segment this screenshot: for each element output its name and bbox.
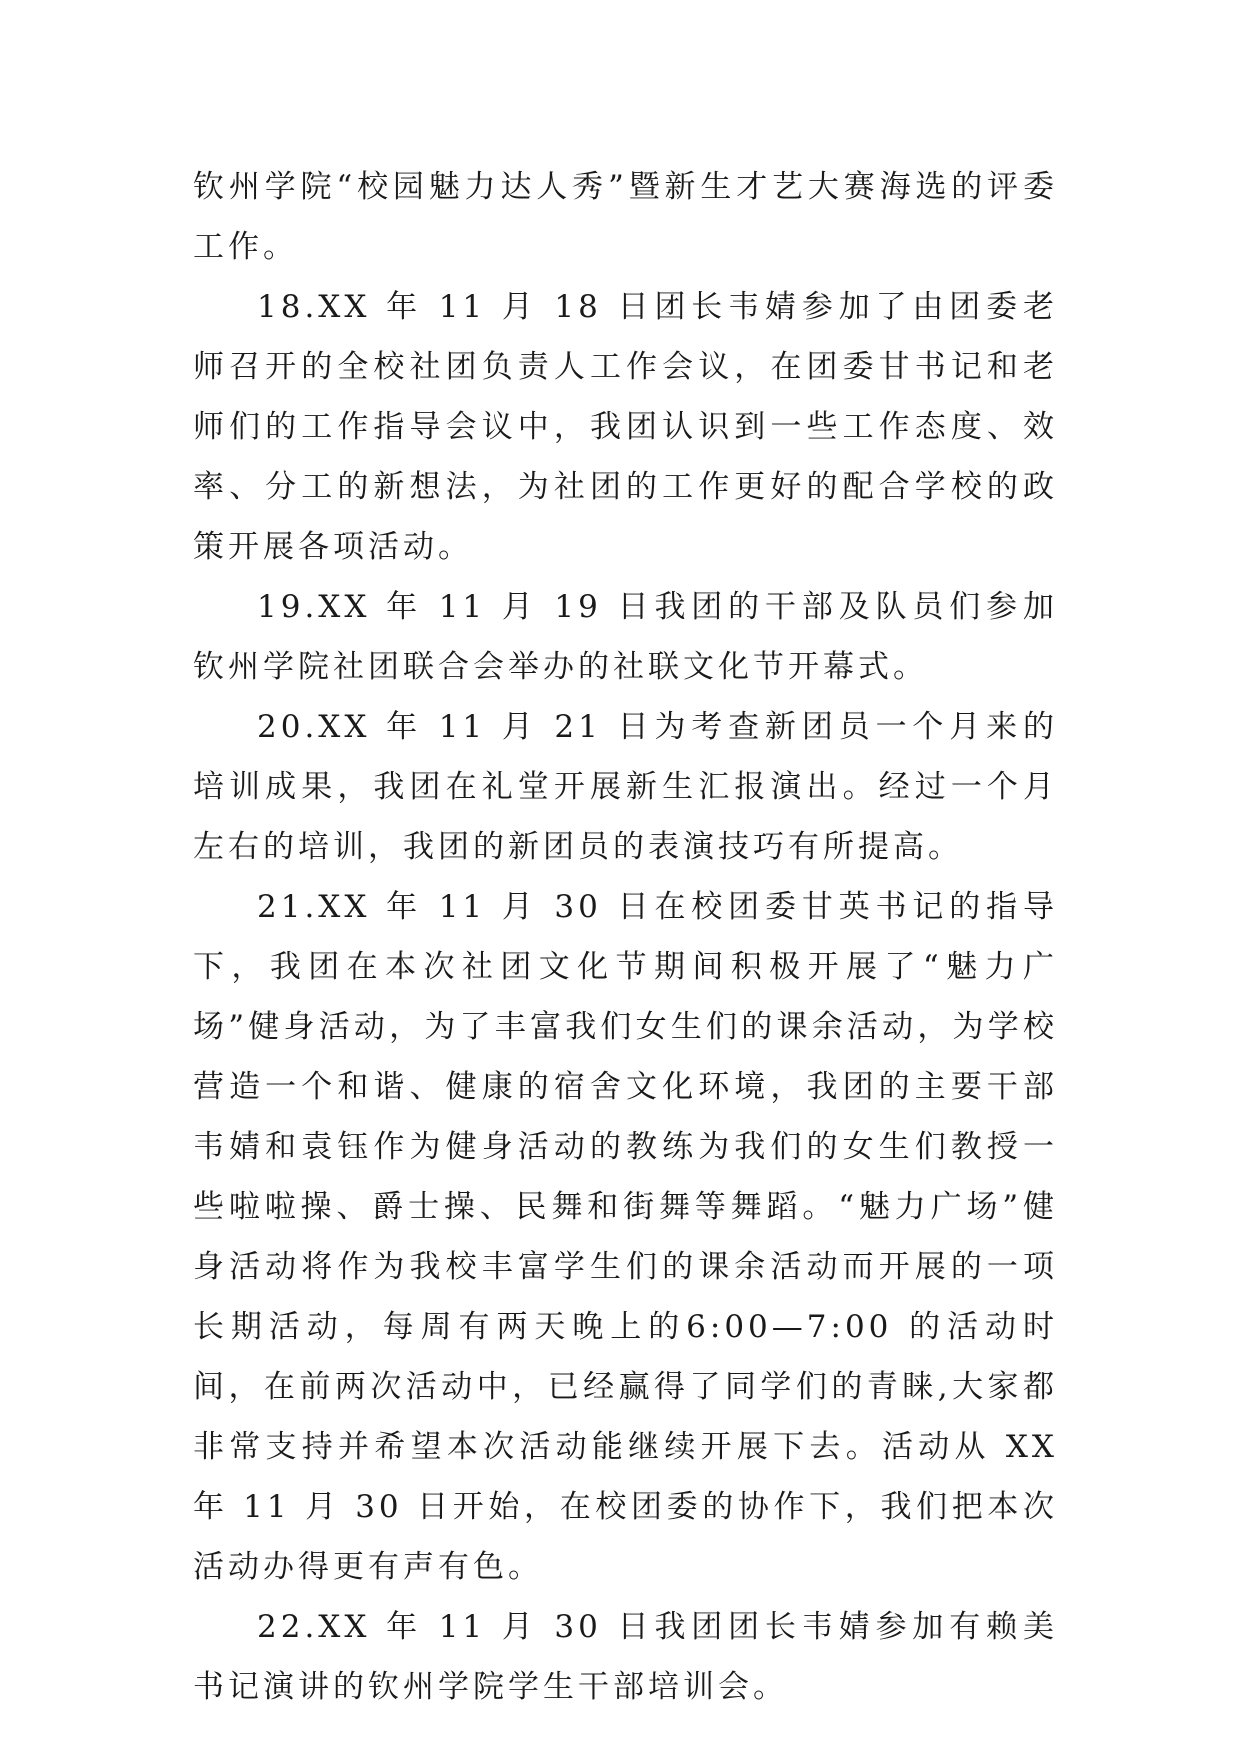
paragraph-item-21: 21.XX 年 11 月 30 日在校团委甘英书记的指导下，我团在本次社团文化节期间积极开展了“魅力广场”健身活动，为了丰富我们女生们的课余活动，为学校营造一个和谐、健康的宿舍文化环境，我团的主要干部韦婧和袁钰作为健身活动的教练为我们的女生们教授一些啦啦操、爵士操、民舞和街舞等舞蹈。“魅力广场”健身活动将作为我校丰富学生们的课余活动而开展的一项长期活动，每周有两天晚上的6:00—7:00 的活动时间，在前两次活动中，已经赢得了同学们的青睐,大家都非常支持并希望本次活动能继续开展下去。活动从 XX 年 11 月 30 日开始，在校团委的协作下，我们把本次活动办得更有声有色。 <box>193 889 1058 1585</box>
paragraph-continuation: 钦州学院“校园魅力达人秀”暨新生才艺大赛海选的评委工作。 <box>193 169 1058 265</box>
paragraph-item-20: 20.XX 年 11 月 21 日为考查新团员一个月来的培训成果，我团在礼堂开展新生汇报演出。经过一个月左右的培训，我团的新团员的表演技巧有所提高。 <box>193 709 1058 865</box>
paragraph-item-18: 18.XX 年 11 月 18 日团长韦婧参加了由团委老师召开的全校社团负责人工作会议，在团委甘书记和老师们的工作指导会议中，我团认识到一些工作态度、效率、分工的新想法，为社团的工作更好的配合学校的政策开展各项活动。 <box>193 289 1058 565</box>
paragraph-item-19: 19.XX 年 11 月 19 日我团的干部及队员们参加钦州学院社团联合会举办的社联文化节开幕式。 <box>193 589 1058 685</box>
document-body <box>193 157 1058 1717</box>
paragraph-item-22: 22.XX 年 11 月 30 日我团团长韦婧参加有赖美书记演讲的钦州学院学生干部培训会。 <box>193 1609 1058 1705</box>
